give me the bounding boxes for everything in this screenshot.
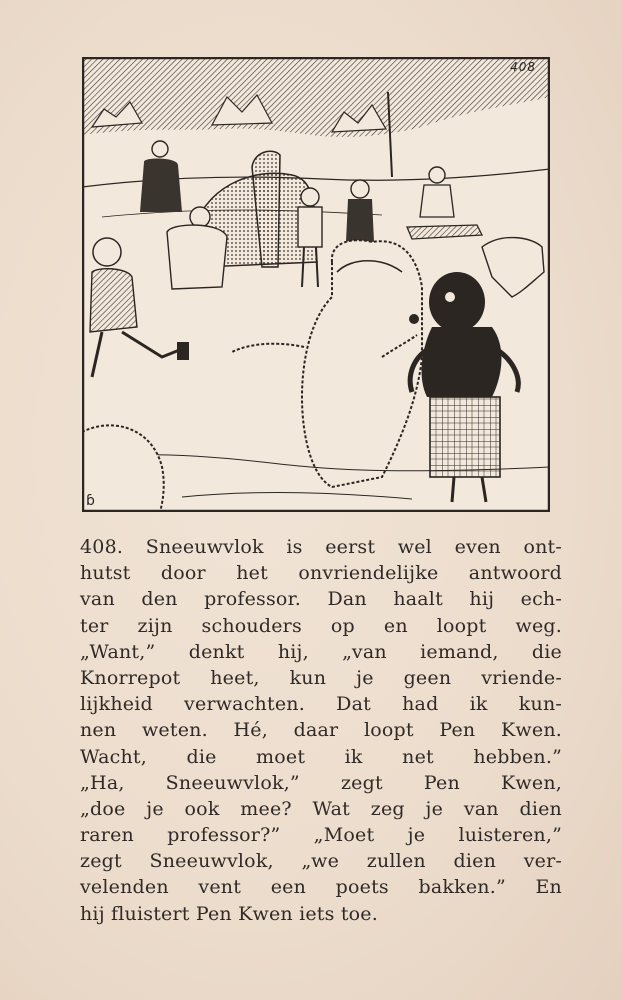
caption-line: van den professor. Dan haalt hij ech- — [80, 588, 562, 611]
caption-line: „Want,” denkt hij, „van iemand, die — [80, 640, 562, 663]
caption-line: lijkheid verwachten. Dat had ik kun- — [80, 693, 562, 716]
caption-line: hutst door het onvriendelijke antwoord — [80, 562, 562, 585]
caption-line: Knorrepot heet, kun je geen vriende- — [80, 666, 562, 689]
caption-line: ter zijn schouders op en loopt weg. — [80, 614, 562, 637]
svg-text:ɓ: ɓ — [86, 493, 95, 509]
caption-line: „doe je ook mee? Wat zeg je van dien — [80, 797, 562, 820]
caption-text — [80, 534, 562, 927]
caption-line: velenden vent een poets bakken.” En — [80, 876, 562, 899]
illustration-number: 408 — [510, 60, 536, 74]
caption-line: zegt Sneeuwvlok, „we zullen dien ver- — [80, 850, 562, 873]
caption-line: raren professor?” „Moet je luisteren,” — [80, 824, 562, 847]
caption-line: hij fluistert Pen Kwen iets toe. — [80, 902, 378, 925]
caption-line: „Ha, Sneeuwvlok,” zegt Pen Kwen, — [80, 771, 562, 794]
caption-line: nen weten. Hé, daar loopt Pen Kwen. — [80, 719, 562, 742]
caption-line: Wacht, die moet ik net hebben.” — [80, 745, 562, 768]
comic-illustration — [82, 57, 550, 512]
caption-line: 408. Sneeuwvlok is eerst wel even ont- — [80, 536, 562, 558]
